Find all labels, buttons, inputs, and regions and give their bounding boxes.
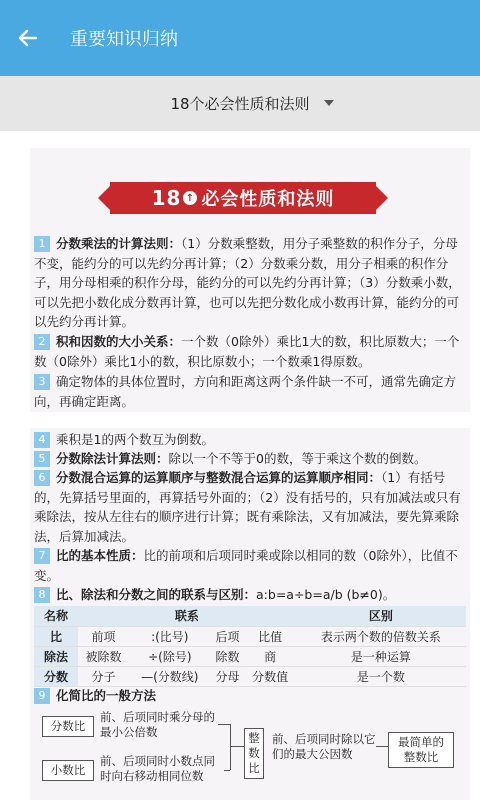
table-row xyxy=(34,626,466,646)
decimal-ratio-box: 小数比 xyxy=(42,760,94,781)
column-header: 区别 xyxy=(296,606,466,626)
dropdown-selected-value: 18个必会性质和法则 xyxy=(170,95,310,113)
rule-6 xyxy=(34,468,466,546)
rule-body: 比的前项和后项同时乘或除以相同的数（0除外），比值不变。 xyxy=(34,548,458,583)
rule-9 xyxy=(34,686,466,706)
app-bar xyxy=(0,0,480,76)
table-cell: ÷(除号) xyxy=(148,649,192,664)
arrow-right-icon xyxy=(376,746,388,747)
chevron-down-icon xyxy=(324,100,334,106)
rule-4 xyxy=(34,430,466,450)
rule-number: 4 xyxy=(34,432,50,448)
rule-heading: 比的基本性质： xyxy=(56,548,144,563)
back-button[interactable] xyxy=(0,0,56,76)
arrow-left-icon xyxy=(18,28,38,48)
simplest-ratio-box: 最简单的整数比 xyxy=(388,732,454,768)
comparison-table xyxy=(34,606,466,687)
connector-line xyxy=(230,724,231,770)
rule-number: 3 xyxy=(34,374,50,390)
table-cell: 是一种运算 xyxy=(350,649,411,664)
table-cell: 比值 xyxy=(258,629,283,644)
rule-heading: 积和因数的大小关系： xyxy=(56,334,182,349)
knowledge-image xyxy=(30,148,470,800)
row-header: 比 xyxy=(34,626,78,646)
table-cell: 被除数 xyxy=(85,649,122,664)
rule-7 xyxy=(34,546,466,585)
rule-1 xyxy=(34,234,466,332)
rule-number: 9 xyxy=(34,688,50,704)
rule-8 xyxy=(34,585,466,605)
section-banner xyxy=(110,182,376,214)
table-cell: 是一个数 xyxy=(356,669,405,684)
table-cell: 表示两个数的倍数关系 xyxy=(320,629,441,644)
table-cell: :(比号) xyxy=(151,629,189,644)
table-cell: 除数 xyxy=(215,649,240,664)
column-header: 联系 xyxy=(78,606,296,626)
row-header: 分数 xyxy=(34,666,78,686)
rule-number: 6 xyxy=(34,470,50,486)
rule-3 xyxy=(34,372,466,411)
banner-title: 必会性质和法则 xyxy=(201,189,335,210)
table-row xyxy=(34,666,466,686)
integer-ratio-box: 整数比 xyxy=(244,728,264,779)
integer-ratio-step: 前、后项同时除以它们的最大公因数 xyxy=(272,732,376,761)
table-cell: 商 xyxy=(264,649,277,664)
simplify-ratio-diagram xyxy=(40,710,460,800)
rule-body: 确定物体的具体位置时，方向和距离这两个条件缺一不可，通常先确定方向，再确定距离。 xyxy=(34,374,457,409)
decimal-ratio-step: 前、后项同时小数点同时向右移动相同位数 xyxy=(100,754,215,783)
page-title: 重要知识归纳 xyxy=(70,29,178,50)
table-cell: 分数值 xyxy=(252,669,289,684)
rule-number: 7 xyxy=(34,548,50,564)
banner-number: 18 xyxy=(151,186,182,210)
topic-dropdown[interactable] xyxy=(0,76,480,131)
table-cell: 分母 xyxy=(215,669,240,684)
rule-body: （1）分数乘整数，用分子乘整数的积作分子，分母不变，能约分的可以先约分再计算；（2）分数乘分数，用分子相乘的积作分子，用分母相乘的积作分母，能约分的可以先约分再计算；（3）分数乘小数，可以先把小数化成分数再计算，也可以先把分数化成小数再计算，能约分的可以先约分再计算。 xyxy=(34,236,461,329)
rule-number: 2 xyxy=(34,334,50,350)
table-cell: 分子 xyxy=(91,669,116,684)
rule-body: （1）有括号的，先算括号里面的，再算括号外面的；（2）没有括号的，只有加减法或只有乘除法，按从左往右的顺序进行计算；既有乘除法，又有加减法，要先算乘除法，后算加减法。 xyxy=(34,470,461,544)
table-cell: 后项 xyxy=(215,629,240,644)
rule-number: 8 xyxy=(34,587,50,603)
rule-heading: 分数混合运算的运算顺序与整数混合运算的运算顺序相同： xyxy=(56,470,382,485)
divider xyxy=(30,412,470,428)
up-arrow-icon: ↑ xyxy=(183,191,197,205)
rule-heading: 比、除法和分数之间的联系与区别： xyxy=(56,587,257,602)
table-row xyxy=(34,646,466,666)
rule-number: 5 xyxy=(34,451,50,467)
rule-heading: 化简比的一般方法 xyxy=(56,688,157,703)
rule-body: a:b=a÷b=a/b (b≠0)。 xyxy=(256,587,396,602)
rule-body: 除以一个不等于0的数，等于乘这个数的倒数。 xyxy=(168,451,427,466)
rule-heading: 分数除法计算法则： xyxy=(56,451,169,466)
row-header: 除法 xyxy=(34,646,78,666)
rule-5 xyxy=(34,449,466,469)
rule-body: 乘积是1的两个数互为倒数。 xyxy=(56,432,214,447)
table-header-row xyxy=(34,606,466,626)
table-cell: 前项 xyxy=(91,629,116,644)
connector-line xyxy=(218,724,230,725)
connector-line xyxy=(224,770,230,771)
rule-2 xyxy=(34,332,466,371)
rule-heading: 分数乘法的计算法则： xyxy=(56,236,182,251)
table-cell: —(分数线) xyxy=(141,669,199,684)
fraction-ratio-box: 分数比 xyxy=(42,716,94,737)
rule-body: 一个数（0除外）乘比1大的数，积比原数大；一个数（0除外）乘比1小的数，积比原数小；一个数乘1得原数。 xyxy=(34,334,460,369)
arrow-right-icon xyxy=(230,746,244,747)
column-header: 名称 xyxy=(34,606,78,626)
rule-number: 1 xyxy=(34,236,50,252)
fraction-ratio-step: 前、后项同时乘分母的最小公倍数 xyxy=(100,710,215,739)
